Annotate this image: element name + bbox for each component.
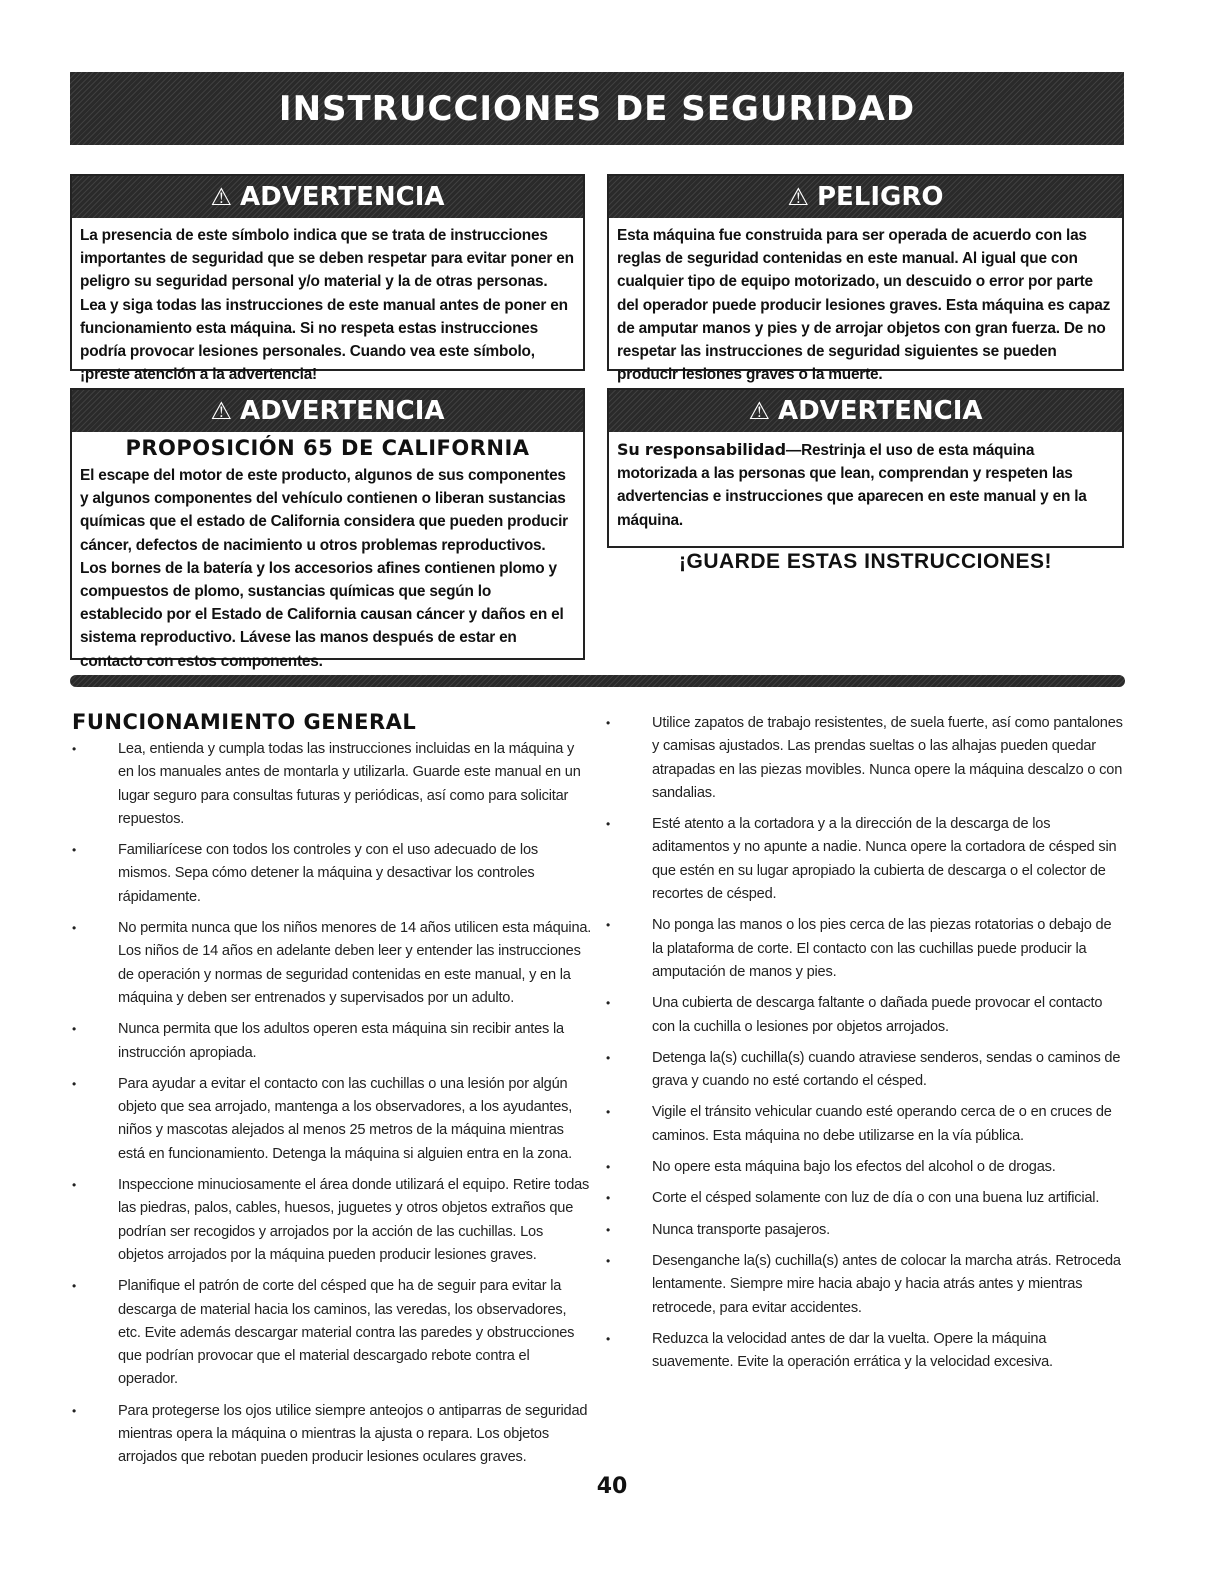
danger-text: Esta máquina fue construida para ser operada de acuerdo con las reglas de seguridad contenidas en este manual. Al igual que con cualquier tipo de equipo motorizado, un descuido o error por parte del operador puede producir lesiones graves. Esta máquina es capaz de amputar manos y pies y de arrojar objetos con gran fuerza. De no respetar las instrucciones de seguridad siguientes se pueden producir lesiones graves o la muerte. [617, 227, 1111, 384]
prop65-text: El escape del motor de este producto, algunos de sus componentes y algunos componentes del vehículo contienen o liberan sustancias químicas que el estado de California considera que pueden producir cáncer, defectos de nacimiento u otros problemas reproductivos. Los bornes de la batería y los accesorios afines contienen plomo y compuestos de plomo, sustancias químicas que según lo establecido por el Estado de California causan cáncer y daños en el sistema reproductivo. Lávese las manos después de estar en contacto con estos componentes. [80, 467, 568, 670]
warning-box [70, 174, 585, 384]
section-title: FUNCIONAMIENTO GENERAL [72, 710, 417, 734]
page-number: 40 [596, 1474, 628, 1499]
responsibility-box [607, 388, 1124, 573]
prop65-subheading: PROPOSICIÓN 65 DE CALIFORNIA [125, 436, 530, 460]
list-item [72, 1275, 592, 1391]
list-item [72, 1073, 592, 1166]
bullet-icon: • [606, 1331, 611, 1346]
list-item [72, 1174, 592, 1267]
list-item [606, 1047, 1126, 1094]
list-item [606, 1328, 1126, 1375]
list-item [606, 1101, 1126, 1148]
bullet-icon: • [606, 1191, 611, 1206]
list-item-text: Una cubierta de descarga faltante o dañada puede provocar el contacto con la cuchilla o lesiones por objetos arrojados. [652, 995, 1103, 1035]
bullet-icon: • [72, 1403, 77, 1418]
warning-heading: ADVERTENCIA [239, 182, 445, 212]
bullet-icon: • [606, 1105, 611, 1120]
responsibility-box-header [609, 390, 1122, 432]
save-instructions-notice: ¡GUARDE ESTAS INSTRUCCIONES! [679, 549, 1052, 573]
list-item-text: Vigile el tránsito vehicular cuando esté operando cerca de o en cruces de caminos. Esta máquina no debe utilizarse en la vía pública. [652, 1104, 1112, 1144]
list-item-text: Familiarícese con todos los controles y con el uso adecuado de los mismos. Sepa cómo detener la máquina y desactivar los controles rápidamente. [118, 842, 538, 905]
list-item [606, 914, 1126, 984]
list-item [72, 1018, 592, 1065]
list-item [606, 1156, 1126, 1179]
responsibility-heading: ADVERTENCIA [777, 396, 983, 426]
list-item-text: Desenganche la(s) cuchilla(s) antes de colocar la marcha atrás. Retroceda lentamente. Siempre mire hacia abajo y hacia atrás antes y mientras retrocede, para evitar accidentes. [652, 1252, 1121, 1316]
list-item [606, 712, 1126, 805]
bullet-icon: • [606, 996, 611, 1011]
list-item [72, 917, 592, 1010]
warning-triangle-icon: ⚠ [210, 397, 232, 425]
list-item [72, 1400, 592, 1470]
bullet-icon: • [72, 1076, 77, 1091]
list-item [606, 992, 1126, 1039]
danger-box [607, 174, 1124, 384]
list-item-text: Reduzca la velocidad antes de dar la vuelta. Opere la máquina suavemente. Evite la operación errática y la velocidad excesiva. [652, 1330, 1053, 1371]
danger-box-header [609, 176, 1122, 218]
list-item-text: Inspeccione minuciosamente el área donde utilizará el equipo. Retire todas las piedras, palos, cables, huesos, juguetes y otros objetos extraños que podrían ser recogidos y arrojados por la acción de las cuchillas. Los objetos arrojados por la máquina pueden producir lesiones graves. [118, 1177, 590, 1263]
page-title-bar [70, 72, 1124, 145]
list-item-text: Lea, entienda y cumpla todas las instrucciones incluidas en la máquina y en los manuales antes de montarla y utilizarla. Guarde este manual en un lugar seguro para consultas futuras y periódicas, así como para solicitar repuestos. [118, 741, 581, 827]
right-bullet-list [606, 712, 1126, 1382]
prop65-box [70, 388, 585, 670]
bullet-icon: • [606, 1050, 611, 1065]
list-item [72, 738, 592, 831]
bullet-icon: • [606, 1160, 611, 1175]
bullet-icon: • [606, 1222, 611, 1237]
left-bullet-list [72, 738, 592, 1478]
bullet-icon: • [72, 1279, 77, 1294]
bullet-icon: • [72, 1022, 77, 1037]
list-item-text: Utilice zapatos de trabajo resistentes, de suela fuerte, así como pantalones y camisas ajustados. Las prendas sueltas o las alhajas pueden quedar atrapadas en las piezas movibles. Nunca opere la máquina descalzo o con sandalias. [652, 715, 1123, 801]
warning-triangle-icon: ⚠ [210, 183, 232, 211]
list-item [606, 1219, 1126, 1242]
list-item-text: Corte el césped solamente con luz de día o con una buena luz artificial. [652, 1190, 1100, 1207]
list-item-text: No permita nunca que los niños menores de 14 años utilicen esta máquina. Los niños de 14 años en adelante deben leer y entender las instrucciones de operación y normas de seguridad contenidas en este manual, y en la máquina y deben ser entrenados y supervisados por un adulto. [118, 920, 592, 1006]
responsibility-text-block [609, 432, 1122, 536]
warning-triangle-icon: ⚠ [748, 397, 770, 425]
list-item [606, 1187, 1126, 1210]
list-item-text: No ponga las manos o los pies cerca de las piezas rotatorias o debajo de la plataforma de corte. El contacto con las cuchillas puede producir la amputación de manos y pies. [652, 917, 1112, 980]
danger-heading: PELIGRO [816, 182, 944, 212]
list-item-text: Esté atento a la cortadora y a la dirección de la descarga de los aditamentos y no apunte a nadie. Nunca opere la cortadora de césped sin que estén en su lugar apropiado la cubierta de descarga o el colector de recortes de césped. [652, 816, 1117, 903]
bullet-icon: • [72, 921, 77, 936]
list-item-text: Para ayudar a evitar el contacto con las cuchillas o una lesión por algún objeto que sea arrojado, mantenga a los observadores, a los ayudantes, niños y mascotas alejados al menos 25 metros de la máquina mientras está en funcionamiento. Detenga la máquina si alguien entra en la zona. [118, 1075, 573, 1162]
list-item [606, 813, 1126, 906]
list-item [606, 1250, 1126, 1320]
bullet-icon: • [606, 918, 611, 933]
bullet-icon: • [606, 1253, 611, 1268]
section-divider [70, 675, 1125, 687]
warning-box-header [72, 176, 583, 218]
list-item-text: Nunca transporte pasajeros. [652, 1221, 830, 1238]
list-item-text: Planifique el patrón de corte del césped que ha de seguir para evitar la descarga de material hacia los caminos, las veredas, los observadores, etc. Evite además descargar material contra las paredes y obstrucciones que podrían provocar que el material descargado rebote contra el operador. [118, 1278, 575, 1388]
bullet-icon: • [72, 1178, 77, 1193]
warning-triangle-icon: ⚠ [787, 183, 809, 211]
bullet-icon: • [72, 843, 77, 858]
list-item-text: Detenga la(s) cuchilla(s) cuando atraviese senderos, sendas o caminos de grava y cuando no esté cortando el césped. [652, 1049, 1121, 1090]
responsibility-dash: — [785, 442, 802, 459]
bullet-icon: • [72, 742, 77, 756]
responsibility-lead: Su responsabilidad [617, 440, 786, 459]
list-item-text: No opere esta máquina bajo los efectos del alcohol o de drogas. [652, 1159, 1056, 1176]
page-title: INSTRUCCIONES DE SEGURIDAD [278, 88, 916, 129]
prop65-heading: ADVERTENCIA [239, 396, 445, 426]
warning-text: La presencia de este símbolo indica que se trata de instrucciones importantes de seguridad que se deben respetar para evitar poner en peligro su seguridad personal y/o material y la de otras personas. Lea y siga todas las instrucciones de este manual antes de poner en funcionamiento esta máquina. Si no respeta estas instrucciones podría provocar lesiones personales. Cuando vea este símbolo, ¡preste atención a la advertencia! [80, 227, 574, 384]
bullet-icon: • [606, 716, 611, 730]
prop65-box-header [72, 390, 583, 432]
list-item-text: Nunca permita que los adultos operen esta máquina sin recibir antes la instrucción apropiada. [118, 1021, 564, 1061]
list-item [72, 839, 592, 909]
list-item-text: Para protegerse los ojos utilice siempre anteojos o antiparras de seguridad mientras opera la máquina o mientras la ajusta o repara. Los objetos arrojados que rebotan pueden producir lesiones oculares graves. [118, 1402, 588, 1466]
responsibility-text: Restrinja el uso de esta máquina motorizada a las personas que lean, comprendan y respeten las advertencias e instrucciones que aparecen en este manual y en la máquina. [617, 442, 1087, 529]
bullet-icon: • [606, 817, 611, 832]
